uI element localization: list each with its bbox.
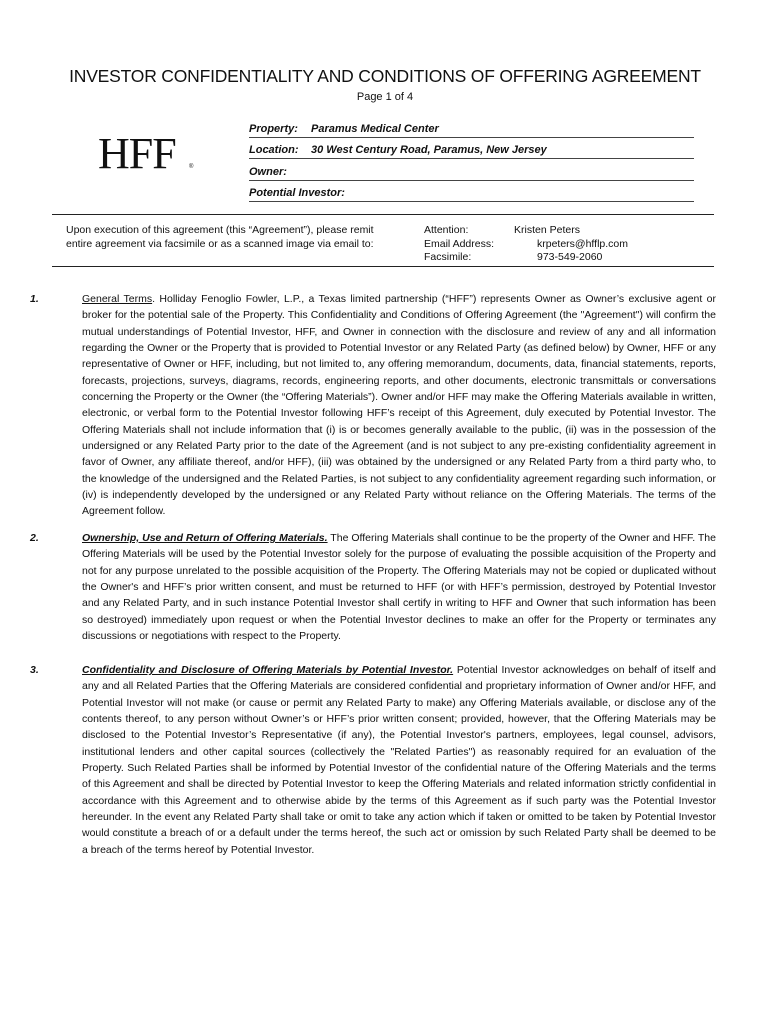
section-body xyxy=(82,530,716,644)
owner-row xyxy=(249,159,694,181)
section-heading: Confidentiality and Disclosure of Offering Materials by Potential Investor. xyxy=(82,664,454,676)
potential-investor-row xyxy=(249,181,694,203)
fax-label: Facsimile: xyxy=(424,251,472,263)
remit-line-1: Upon execution of this agreement (this “Agreement”), please remit xyxy=(66,224,374,236)
owner-label: Owner: xyxy=(249,165,287,178)
section-text: Potential Investor acknowledges on behalf of itself and any and all Related Parties that the Offering Materials are considered confidential and proprietary information of Owner and/or HFF, and Potential Investor will not make (or cause or permit any Related Party to make) any Offering Materials available, or disclose any of the contents thereof, to any person without Owner’s or HFF’s prior written consent; provided, however, that the Offering Materials may be disclosed to the Potential Investor’s Representative (if any), the Potential Investor's partners, employees, legal counsel, advisors, institutional lenders and other capital sources (collectively the "Related Parties") as reasonably required for an evaluation of the Property. Such Related Parties shall be informed by Potential Investor of the confidential nature of the Offering Materials and the terms of this Agreement and shall be directed by Potential Investor to keep the Offering Materials and related information strictly confidential in accordance with this Agreement and to otherwise abide by the terms of this Agreement as if such party was the Potential Investor hereunder. In the event any Related Party shall take or omit to take any action which if taken or omitted to be taken by Potential Investor would constitute a breach of or a default under the terms hereof, the such act or omission by such Related Party shall be deemed to be a breach of the terms hereof by Potential Investor. xyxy=(82,664,716,856)
section-number: 1. xyxy=(30,293,39,305)
section-number: 3. xyxy=(30,664,39,676)
potential-investor-label: Potential Investor: xyxy=(249,187,345,199)
remit-instructions xyxy=(66,224,396,251)
property-label: Property: xyxy=(249,122,298,135)
section-body xyxy=(82,662,716,858)
section-general-terms xyxy=(30,291,716,520)
section-heading: General Terms xyxy=(82,293,153,305)
document-title: INVESTOR CONFIDENTIALITY AND CONDITIONS OF OFFERING AGREEMENT xyxy=(69,66,701,86)
property-info-block xyxy=(249,116,694,202)
attention-value: Kristen Peters xyxy=(514,224,580,236)
hff-logo: HFF xyxy=(98,129,176,178)
page-number: Page 1 of 4 xyxy=(356,91,414,103)
header-divider-tail xyxy=(694,214,714,215)
section-heading-suffix: . xyxy=(152,293,156,305)
registered-mark: ® xyxy=(189,164,194,170)
header-divider xyxy=(52,214,714,215)
property-row xyxy=(249,116,694,138)
section-ownership-use-return xyxy=(30,530,716,644)
property-value: Paramus Medical Center xyxy=(311,122,439,135)
contact-divider xyxy=(52,266,714,267)
location-row xyxy=(249,138,694,160)
section-text: The Offering Materials shall continue to be the property of the Owner and HFF. The Offering Materials will be used by the Potential Investor solely for the purpose of evaluating the possible acquisition of the Property and not for any purpose unrelated to the possible acquisition of the Property. The Offering Materials may not be copied or duplicated without the Owner's and HFF’s prior written consent, and must be returned to HFF (or with HFF’s permission, destroyed by Potential Investor and any Related Party, and in such instance Potential Investor shall certify in writing to HFF and Owner that such information has been so destroyed) immediately upon request or when the Potential Investor declines to make an offer for the Property or terminates any discussions or negotiations with respect to the Property. xyxy=(82,532,716,643)
section-heading: Ownership, Use and Return of Offering Materials. xyxy=(82,532,328,544)
remit-line-2: entire agreement via facsimile or as a scanned image via email to: xyxy=(66,237,374,250)
location-label: Location: xyxy=(249,144,299,156)
email-label: Email Address: xyxy=(424,237,495,250)
section-text: Holliday Fenoglio Fowler, L.P., a Texas limited partnership (“HFF”) represents Owner as Owner’s exclusive agent or broker for the potential sale of the Property. This Confidentiality and Conditions of Offering Agreement (the "Agreement") will confirm the mutual understandings of Potential Investor, HFF, and Owner in connection with the disclosure and review of any and all information regarding the Owner or the Property that is provided to Potential Investor or any Related Party (as defined below) by Owner, HFF or any representative of Owner or HFF, including, but not limited to, any offering memorandum, documents, data, financial statements, reports, forecasts, projections, surveys, diagrams, records, engineering reports, and other documents, electronic transmittals or conversations concerning the Property or the Owner (the “Offering Materials”). Owner and/or HFF may make the Offering Materials available in written, electronic, or verbal form to the Potential Investor following HFF’s receipt of this Agreement, duly executed by Potential Investor. The Offering Materials shall not include information that (i) is or becomes generally available to the public, (ii) was in the possession of the undersigned or any Related Party prior to the date of the Agreement (and is not subject to any pre-existing confidentiality agreement in favor of Owner, any affiliate thereof, and/or HFF), (iii) was obtained by the undersigned or any Related Party from a third party who, to the knowledge of the undersigned and the Related Parties, is not subject to any confidentiality agreement regarding such information, or (iv) is independently developed by the undersigned or any Related Party without reliance on the Offering Materials. The terms of the Agreement follow. xyxy=(82,293,716,518)
email-value: krpeters@hfflp.com xyxy=(537,237,628,250)
section-number: 2. xyxy=(30,532,39,544)
section-confidentiality-disclosure xyxy=(30,662,716,858)
location-value: 30 West Century Road, Paramus, New Jersey xyxy=(311,144,547,156)
attention-label: Attention: xyxy=(424,224,469,236)
fax-value: 973-549-2060 xyxy=(537,251,603,263)
section-body xyxy=(82,291,716,520)
